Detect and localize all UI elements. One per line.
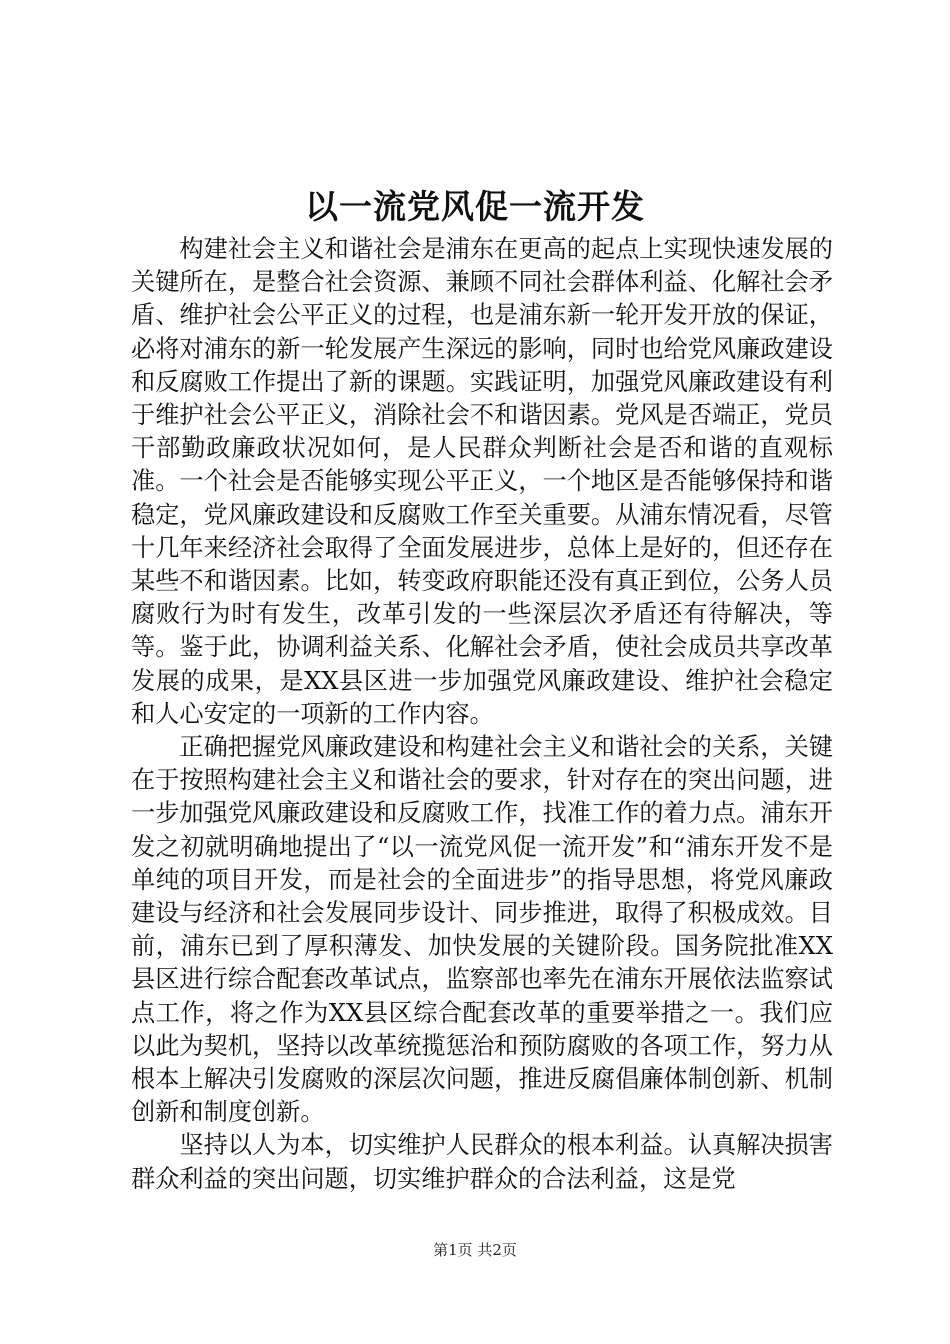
paragraph: 构建社会主义和谐社会是浦东在更高的起点上实现快速发展的关键所在，是整合社会资源、兼顾不同社会群体利益、化解社会矛盾、维护社会公平正义的过程，也是浦东新一轮开发开放的保证，必将对浦东的新一轮发展产生深远的影响，同时也给党风廉政建设和反腐败工作提出了新的课题。实践证明，加强党风廉政建设有利于维护社会公平正义，消除社会不和谐因素。党风是否端正，党员干部勤政廉政状况如何，是人民群众判断社会是否和谐的直观标准。一个社会是否能够实现公平正义，一个地区是否能够保持和谐稳定，党风廉政建设和反腐败工作至关重要。从浦东情况看，尽管十几年来经济社会取得了全面发展进步，总体上是好的，但还存在某些不和谐因素。比如，转变政府职能还没有真正到位，公务人员腐败行为时有发生，改革引发的一些深层次矛盾还有待解决，等等。鉴于此，协调利益关系、化解社会矛盾，使社会成员共享改革发展的成果，是XX县区进一步加强党风廉政建设、维护社会稳定和人心安定的一项新的工作内容。 [131,235,833,728]
document-body [131,233,833,1196]
document-title: 以一流党风促一流开发 [305,187,645,226]
paragraph: 坚持以人为本，切实维护人民群众的根本利益。认真解决损害群众利益的突出问题，切实维护群众的合法利益，这是党 [131,1131,833,1193]
page-footer: 第1页 共2页 [433,1241,517,1259]
paragraph: 正确把握党风廉政建设和构建社会主义和谐社会的关系，关键在于按照构建社会主义和谐社会的要求，针对存在的突出问题，进一步加强党风廉政建设和反腐败工作，找准工作的着力点。浦东开发之初就明确地提出了“以一流党风促一流开发”和“浦东开发不是单纯的项目开发，而是社会的全面进步”的指导思想，将党风廉政建设与经济和社会发展同步设计、同步推进，取得了积极成效。目前，浦东已到了厚积薄发、加快发展的关键阶段。国务院批准XX县区进行综合配套改革试点，监察部也率先在浦东开展依法监察试点工作，将之作为XX县区综合配套改革的重要举措之一。我们应以此为契机，坚持以改革统揽惩治和预防腐败的各项工作，努力从根本上解决引发腐败的深层次问题，推进反腐倡廉体制创新、机制创新和制度创新。 [131,733,833,1127]
